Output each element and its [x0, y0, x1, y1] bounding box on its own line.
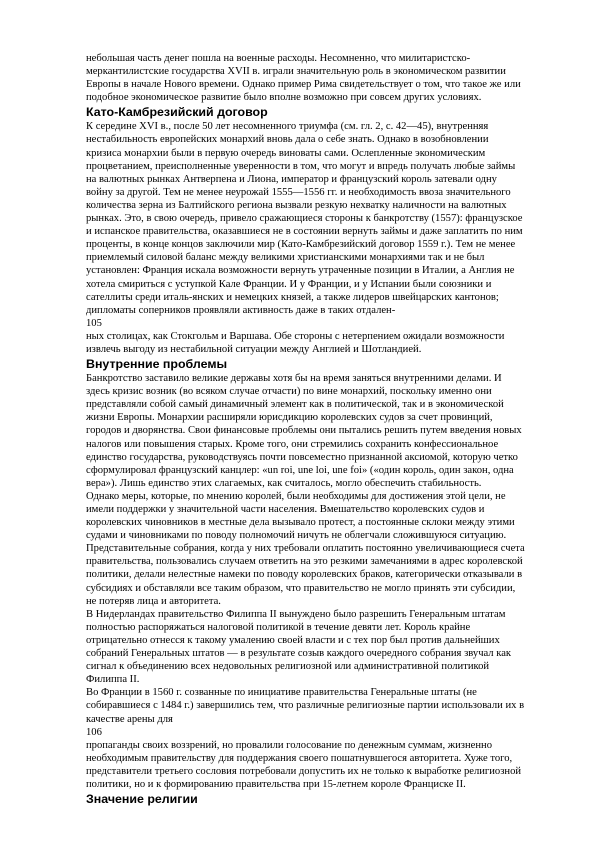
paragraph-intro: небольшая часть денег пошла на военные расходы. Несомненно, что милитаристско-меркантилистские государства XVII в. играли значительную роль в экономическом развитии Европы в начале Нового времени. Однако пример Рима свидетельствует о том, что такое же или подобное экономическое развитие было вполне возможно при совсем других условиях. [86, 53, 521, 104]
heading-internal-problems: Внутренние проблемы [86, 357, 228, 372]
paragraph-france: Во Франции в 1560 г. созванные по инициативе правительства Генеральные штаты (не собиравшиеся с 1484 г.) завершились тем, что различные религиозные партии использовали их в качестве арены для [86, 687, 525, 725]
paragraph-netherlands: В Нидерландах правительство Филиппа II вынуждено было разрешить Генеральным штатам полностью распоряжаться налоговой политикой в течение девяти лет. Король крайне отрицательно отнесся к такому умалению своей власти и с тех пор был против дальнейших собраний Генеральных штатов — в результате созыв каждого очередного собрания звучал как сигнал к объединению всех недовольных религиозной или административной политикой Филиппа II. [86, 608, 512, 686]
paragraph-propaganda: пропаганды своих воззрений, но провалили голосование по денежным суммам, жизненно необходимым правительству для поддержания своего пошатнувшегося авторитета. Хуже того, представители третьего сословия потребовали допустить их не только к выработке религиозной политики, но и к формированию правительства при 15-летнем короле Франциске II. [86, 739, 522, 790]
paragraph-treaty: К середине XVI в., после 50 лет несомненного триумфа (см. гл. 2, с. 42—45), внутренняя нестабильность европейских монархий вновь дала о себе знать. Однако в возобновлении кризиса монархии были в первую очередь виноваты сами. Ослепленные экономическим процветанием, преисполненные уверенности в том, что могут и впредь получать любые займы на валютных рынках Антверпена и Лиона, император и французский король затевали одну войну за другой. Тем не менее неурожай 1555—1556 гг. и необходимость ввоза значительного количества зерна из Балтийского региона вызвали резкую нехватку наличности на валютных рынках. Это, в свою очередь, привело сражающиеся стороны к банкротству (1557): французское и испанское правительства, оказавшиеся не в состоянии вернуть займы и даже заплатить по ним проценты, в конце концов заключили мир (Като-Камбрезийский договор 1559 г.). Тем не менее приемлемый силовой баланс между великими христианскими монархиями так и не был установлен: Франция искала возможности вернуть утраченные позиции в Италии, а Англия не хотела смириться с уступкой Кале Франции. И у Франции, и у Испании были союзники и сателлиты среди италь-янских и немецких князей, а также лидеров швейцарских кантонов; дипломаты соперников проявляли активность даже в таких отдален- [86, 121, 523, 316]
heading-cateau-cambresis: Като-Камбрезийский договор [86, 105, 268, 120]
heading-religion: Значение религии [86, 792, 198, 807]
paragraph-bankruptcy: Банкротство заставило великие державы хотя бы на время заняться внутренними делами. И здесь кризис возник (во всяком случае отчасти) по вине монархий, поскольку именно они представляли собой самый динамичный элемент как в политической, так и в экономической жизни Европы. Монархии расширяли юрисдикцию королевских судов за счет провинций, городов и дворянства. Свои финансовые проблемы они пытались решить путем введения новых налогов или повышения старых. Кроме того, они стремились сохранить конфессиональное единство государства, руководствуясь почти повсеместно признанной аксиомой, которую четко сформулировал французский канцлер: «un roi, une loi, une foi» («один король, один закон, одна вера»). Лишь единство этих слагаемых, как считалось, могло обеспечить стабильность. [86, 373, 522, 489]
page-number-105: 105 [86, 317, 102, 329]
paragraph-measures: Однако меры, которые, по мнению королей, были необходимы для достижения этой цели, не имели поддержки у значительной части населения. Вмешательство королевских судов и королевских чиновников в местные дела вызывало протест, а постоянные склоки между этими судами и чиновниками по поводу полномочий ничуть не облегчали сложившуюся ситуацию. Представительные собрания, когда у них требовали оплатить постоянно увеличивающиеся счета правительства, пользовались случаем ответить на это резкими замечаниями в адрес королевской политики, делали нелестные намеки по поводу королевских браков, категорически отказывали в субсидиях и обставляли все таким образом, что правительство не могло принять эти субсидии, не потеряв лица и авторитета. [86, 490, 525, 607]
document-page [86, 52, 526, 807]
page-number-106: 106 [86, 726, 102, 738]
paragraph-capitals: ных столицах, как Стокгольм и Варшава. Обе стороны с нетерпением ожидали возможности извлечь выгоду из нестабильной ситуации между Англией и Шотландией. [86, 330, 505, 355]
